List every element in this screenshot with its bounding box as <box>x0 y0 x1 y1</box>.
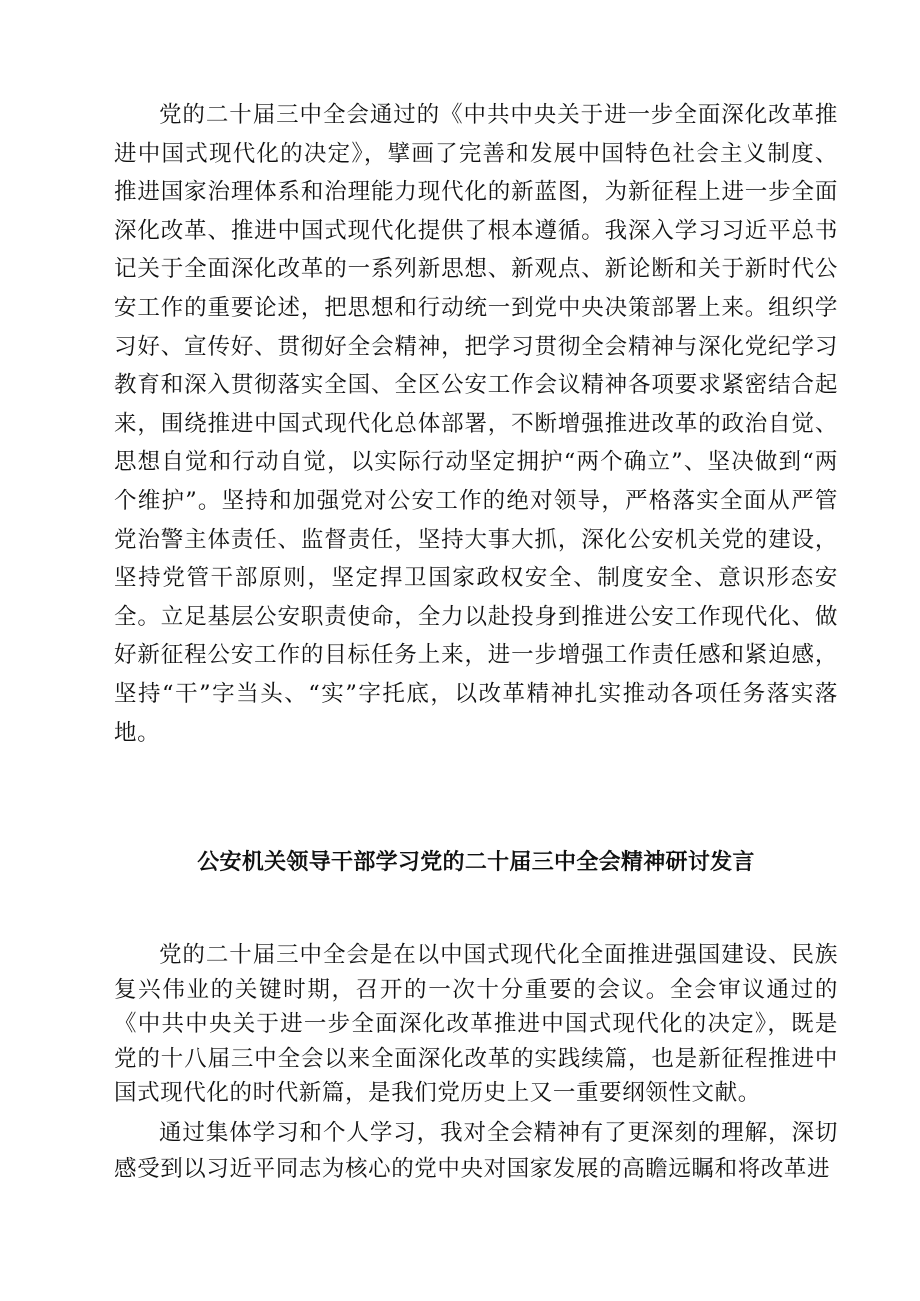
speech-paragraph-2: 通过集体学习和个人学习，我对全会精神有了更深刻的理解，深切感受到以习近平同志为核心的党中央对国家发展的高瞻远瞩和将改革进 <box>114 1119 838 1182</box>
speech-paragraph-1: 党的二十届三中全会是在以中国式现代化全面推进强国建设、民族复兴伟业的关键时期，召开的一次十分重要的会议。全会审议通过的《中共中央关于进一步全面深化改革推进中国式现代化的决定》，既是党的十八届三中全会以来全面深化改革的实践续篇，也是新征程推进中国式现代化的时代新篇，是我们党历史上又一重要纲领性文献。 <box>114 942 838 1107</box>
intro-paragraph: 党的二十届三中全会通过的《中共中央关于进一步全面深化改革推进中国式现代化的决定》，擘画了完善和发展中国特色社会主义制度、推进国家治理体系和治理能力现代化的新蓝图，为新征程上进一步全面深化改革、推进中国式现代化提供了根本遵循。我深入学习习近平总书记关于全面深化改革的一系列新思想、新观点、新论断和关于新时代公安工作的重要论述，把思想和行动统一到党中央决策部署上来。组织学习好、宣传好、贯彻好全会精神，把学习贯彻全会精神与深化党纪学习教育和深入贯彻落实全国、全区公安工作会议精神各项要求紧密结合起来，围绕推进中国式现代化总体部署，不断增强推进改革的政治自觉、思想自觉和行动自觉，以实际行动坚定拥护“两个确立”、坚决做到“两个维护”。坚持和加强党对公安工作的绝对领导，严格落实全面从严管党治警主体责任、监督责任，坚持大事大抓，深化公安机关党的建设，坚持党管干部原则，坚定捍卫国家政权安全、制度安全、意识形态安全。立足基层公安职责使命，全力以赴投身到推进公安工作现代化、做好新征程公安工作的目标任务上来，进一步增强工作责任感和紧迫感，坚持“干”字当头、“实”字托底，以改革精神扎实推动各项任务落实落地。 <box>114 102 838 746</box>
section-title: 公安机关领导干部学习党的二十届三中全会精神研讨发言 <box>197 850 755 875</box>
speech-body <box>114 938 838 1187</box>
document-page <box>114 96 838 1182</box>
